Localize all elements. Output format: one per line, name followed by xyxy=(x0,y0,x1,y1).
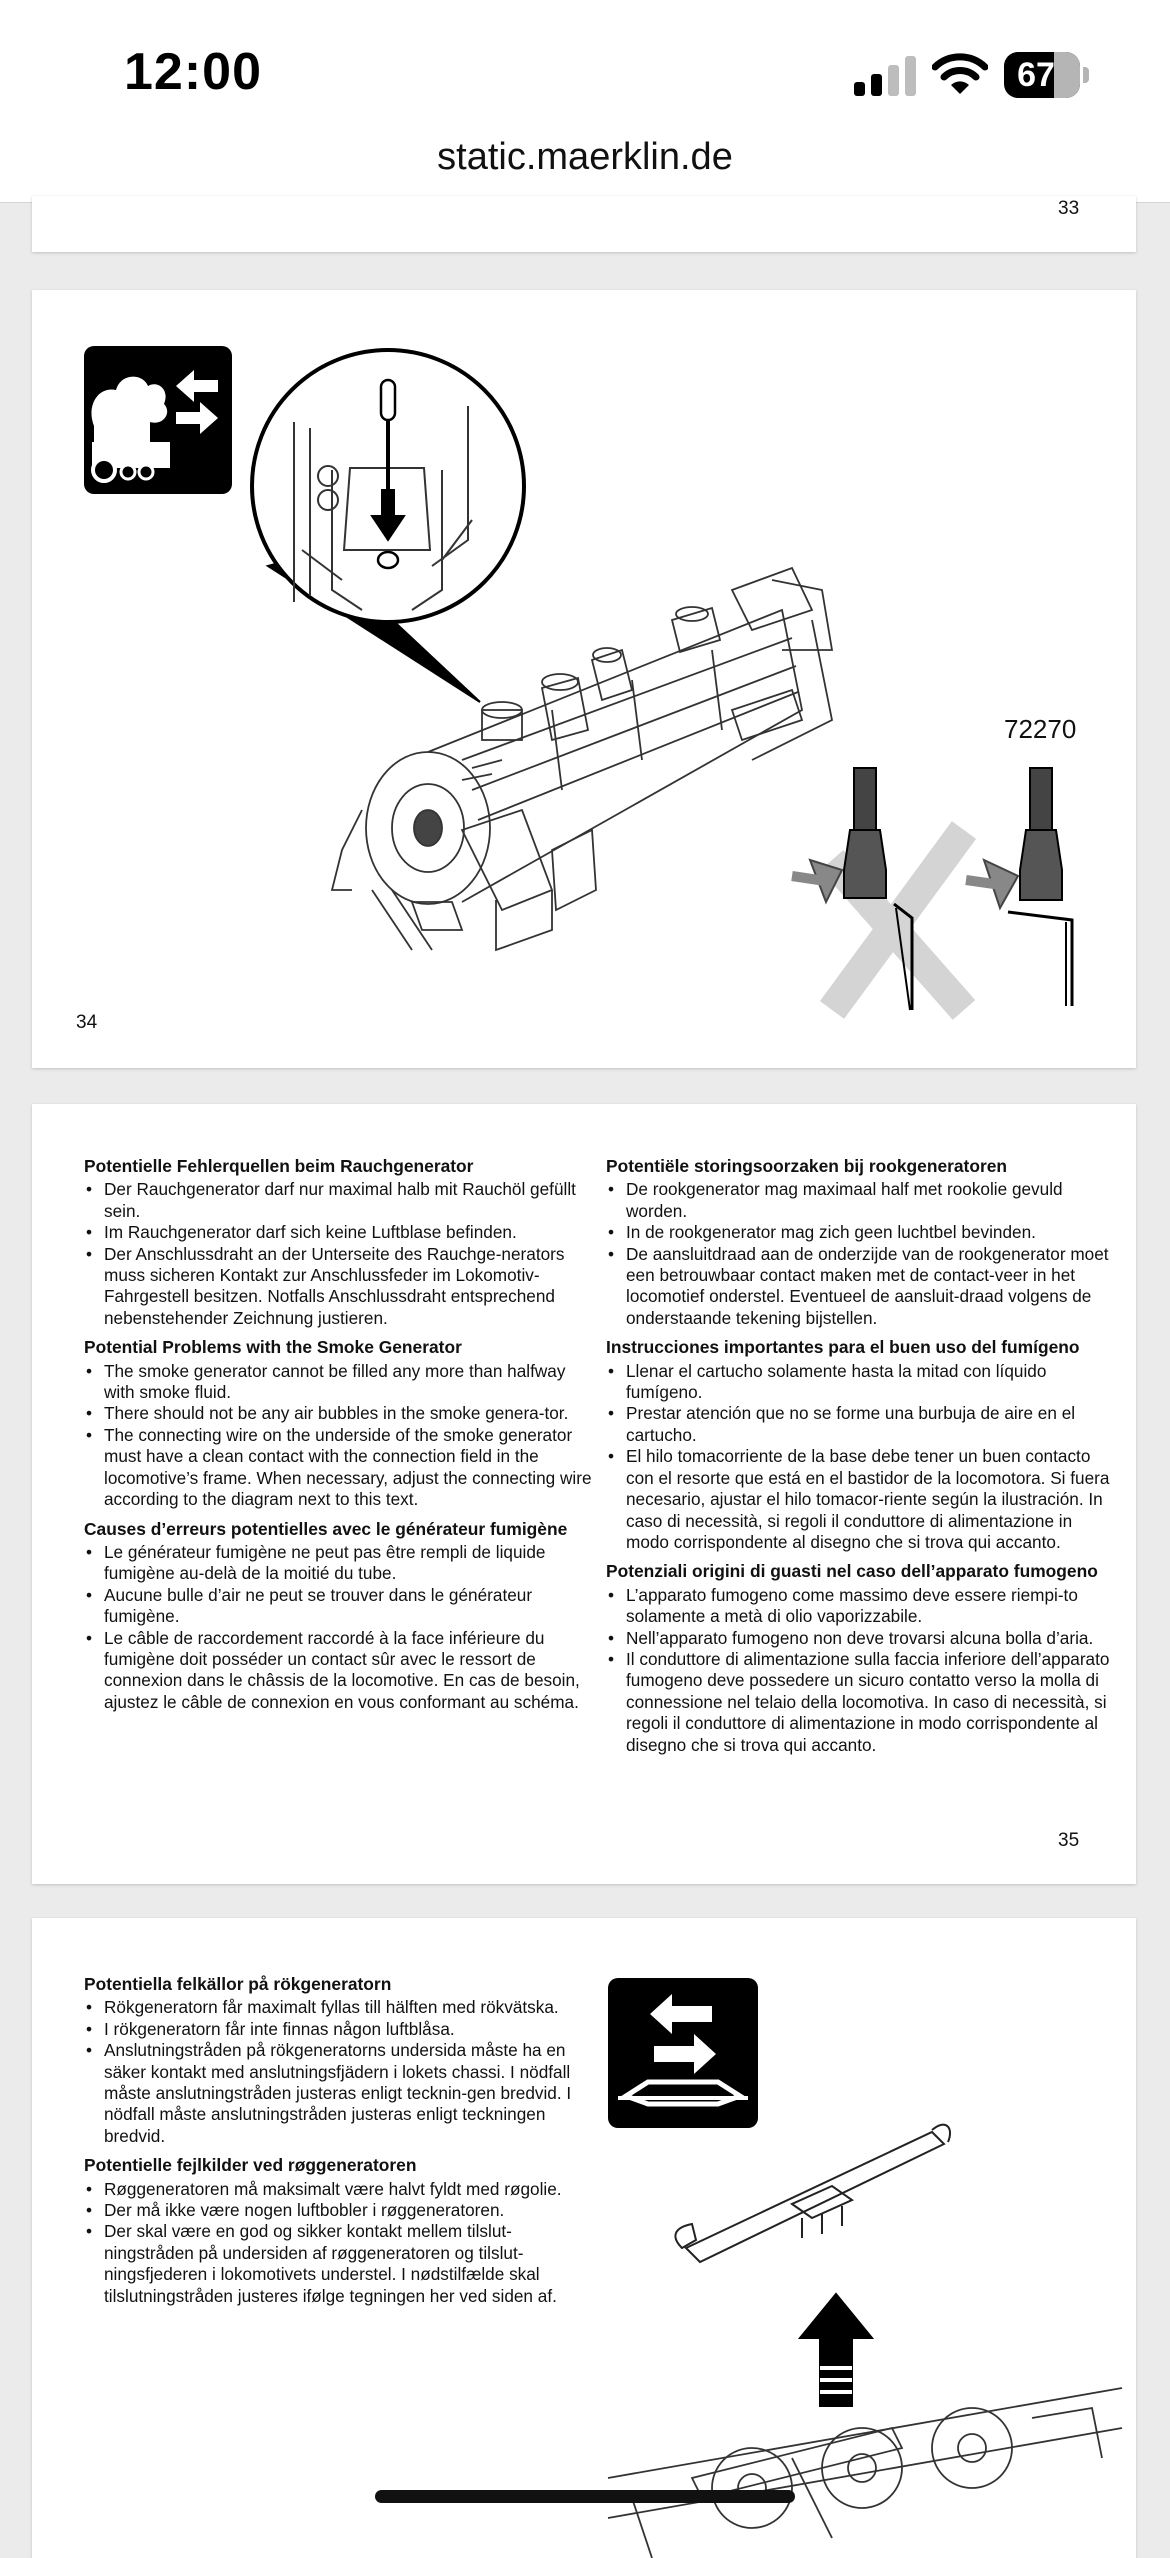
list-item: • Le câble de raccordement raccordé à la face inférieure du fumigène doit posséder un contact sûr avec le ressort de connexion dans le châssis de la locomotive. En cas de besoin, ajustez le câble de connexion en vous conformant au schéma. xyxy=(84,1628,592,1714)
section-title: Potenziali origini di guasti nel caso dell’apparato fumogeno xyxy=(606,1561,1098,1582)
battery-level: 67 xyxy=(1017,56,1055,94)
list-item: • De rookgenerator mag maximaal half met rookolie gevuld worden. xyxy=(606,1179,1114,1222)
list-item: • Llenar el cartucho solamente hasta la mitad con líquido fumígeno. xyxy=(606,1361,1114,1404)
smoke-generator-illustration xyxy=(32,290,1136,1068)
status-bar xyxy=(0,0,1170,140)
battery-icon xyxy=(1004,52,1088,98)
list-item: • Rökgeneratorn får maximalt fyllas till hälften med rökvätska. xyxy=(84,1997,592,2018)
section-title: Potentielle Fehlerquellen beim Rauchgenerator xyxy=(84,1156,474,1176)
bullet-list xyxy=(606,1585,1114,1756)
manual-page-35 xyxy=(32,1104,1136,1884)
text-column-left xyxy=(84,1156,592,1713)
bullet-list xyxy=(84,1542,592,1713)
manual-page-33 xyxy=(32,196,1136,252)
list-item: • De aansluitdraad aan de onderzijde van de rookgenerator moet een betrouwbaar contact maken met de contact-veer in het locomotief onderstel. Eventueel de aansluit-draad volgens de onderstaande tekening bijstellen. xyxy=(606,1244,1114,1330)
section-title: Causes d’erreurs potentielles avec le générateur fumigène xyxy=(84,1518,568,1539)
list-item: • I rökgeneratorn får inte finnas någon luftblåsa. xyxy=(84,2019,592,2040)
section-title: Potentielle fejlkilder ved røggeneratoren xyxy=(84,2155,417,2176)
list-item: • Aucune bulle d’air ne peut se trouver dans le générateur fumigène. xyxy=(84,1585,592,1628)
page-number: 34 xyxy=(76,1012,98,1033)
bullet-list xyxy=(84,1179,592,1329)
address-bar[interactable] xyxy=(0,130,1170,203)
list-item: • El hilo tomacorriente de la base debe tener un buen contacto con el resorte que está en el bastidor de la locomotora. Si fuera necesario, ajustar el hilo tomacor-riente según la ilustración. In caso di necessità, si regoli il conduttore di alimentazione in modo corrispondente al disegno che si trova qui accanto. xyxy=(606,1446,1114,1553)
list-item: • Røggeneratoren må maksimalt være halvt fyldt med røgolie. xyxy=(84,2179,592,2200)
list-item: • Der Anschlussdraht an der Unterseite des Rauchge-nerators muss sicheren Kontakt zur Anschlussfeder im Lokomotiv-Fahrgestell besitzen. Notfalls Anschlussdraht entsprechend nebenstehender Zeichnung justieren. xyxy=(84,1244,592,1330)
section-title: Instrucciones importantes para el buen uso del fumígeno xyxy=(606,1337,1080,1358)
status-time: 12:00 xyxy=(124,43,262,101)
list-item: • Anslutningstråden på rökgeneratorns undersida måste ha en säker kontakt med anslutningsfjädern i lokets chassi. I nödfall måste anslutningstråden justeras enligt tecknin-gen bredvid. I nödfall måste anslutningstråden justeras enligt teckningen bredvid. xyxy=(84,2040,592,2147)
part-number: 72270 xyxy=(1004,714,1077,744)
list-item: • Der Rauchgenerator darf nur maximal halb mit Rauchöl gefüllt sein. xyxy=(84,1179,592,1222)
bullet-list xyxy=(606,1179,1114,1329)
manual-page-36 xyxy=(32,1918,1136,2558)
pickup-shoe-illustration xyxy=(32,1918,1136,2558)
bullet-list xyxy=(606,1361,1114,1554)
text-column-right xyxy=(606,1156,1114,1756)
list-item: • Der skal være en god og sikker kontakt mellem tilslut-ningstråden på undersiden af røggeneratoren og tilslut-ningsfjederen i lokomotivets understel. I nødstilfælde skal tilslutningstråden justeres ifølge tegningen her ved siden af. xyxy=(84,2221,592,2307)
list-item: • There should not be any air bubbles in the smoke genera-tor. xyxy=(84,1403,592,1424)
section-title: Potential Problems with the Smoke Generator xyxy=(84,1337,462,1358)
cellular-signal-icon xyxy=(854,56,918,96)
list-item: • The connecting wire on the underside of the smoke generator must have a clean contact with the connection field in the locomotive’s frame. When necessary, adjust the connecting wire according to the diagram next to this text. xyxy=(84,1425,592,1511)
list-item: • Nell’apparato fumogeno non deve trovarsi alcuna bolla d’aria. xyxy=(606,1628,1114,1649)
url-text[interactable]: static.maerklin.de xyxy=(437,136,733,178)
wifi-icon xyxy=(932,52,988,96)
manual-page-34 xyxy=(32,290,1136,1068)
list-item: • The smoke generator cannot be filled any more than halfway with smoke fluid. xyxy=(84,1361,592,1404)
list-item: • Im Rauchgenerator darf sich keine Luftblase befinden. xyxy=(84,1222,592,1243)
section-title: Potentiële storingsoorzaken bij rookgeneratoren xyxy=(606,1156,1008,1176)
section-title: Potentiella felkällor på rökgeneratorn xyxy=(84,1974,392,1994)
page-number: 33 xyxy=(1058,198,1080,219)
bullet-list xyxy=(84,1361,592,1511)
list-item: • L’apparato fumogeno come massimo deve essere riempi-to solamente a metà di olio vaporizzabile. xyxy=(606,1585,1114,1628)
home-indicator[interactable] xyxy=(375,2490,795,2503)
list-item: • Le générateur fumigène ne peut pas être rempli de liquide fumigène au-delà de la moitié du tube. xyxy=(84,1542,592,1585)
list-item: • Prestar atención que no se forme una burbuja de aire en el cartucho. xyxy=(606,1403,1114,1446)
list-item: • Il conduttore di alimentazione sulla faccia inferiore dell’apparato fumogeno deve possedere un sicuro contatto verso la molla di connessione nel telaio della locomotiva. In caso di necessità, si regoli il conduttore di alimentazione in modo corrispondente al disegno che si trova qui accanto. xyxy=(606,1649,1114,1756)
page-number: 35 xyxy=(1058,1830,1080,1851)
list-item: • Der må ikke være nogen luftbobler i røggeneratoren. xyxy=(84,2200,592,2221)
list-item: • In de rookgenerator mag zich geen luchtbel bevinden. xyxy=(606,1222,1114,1243)
